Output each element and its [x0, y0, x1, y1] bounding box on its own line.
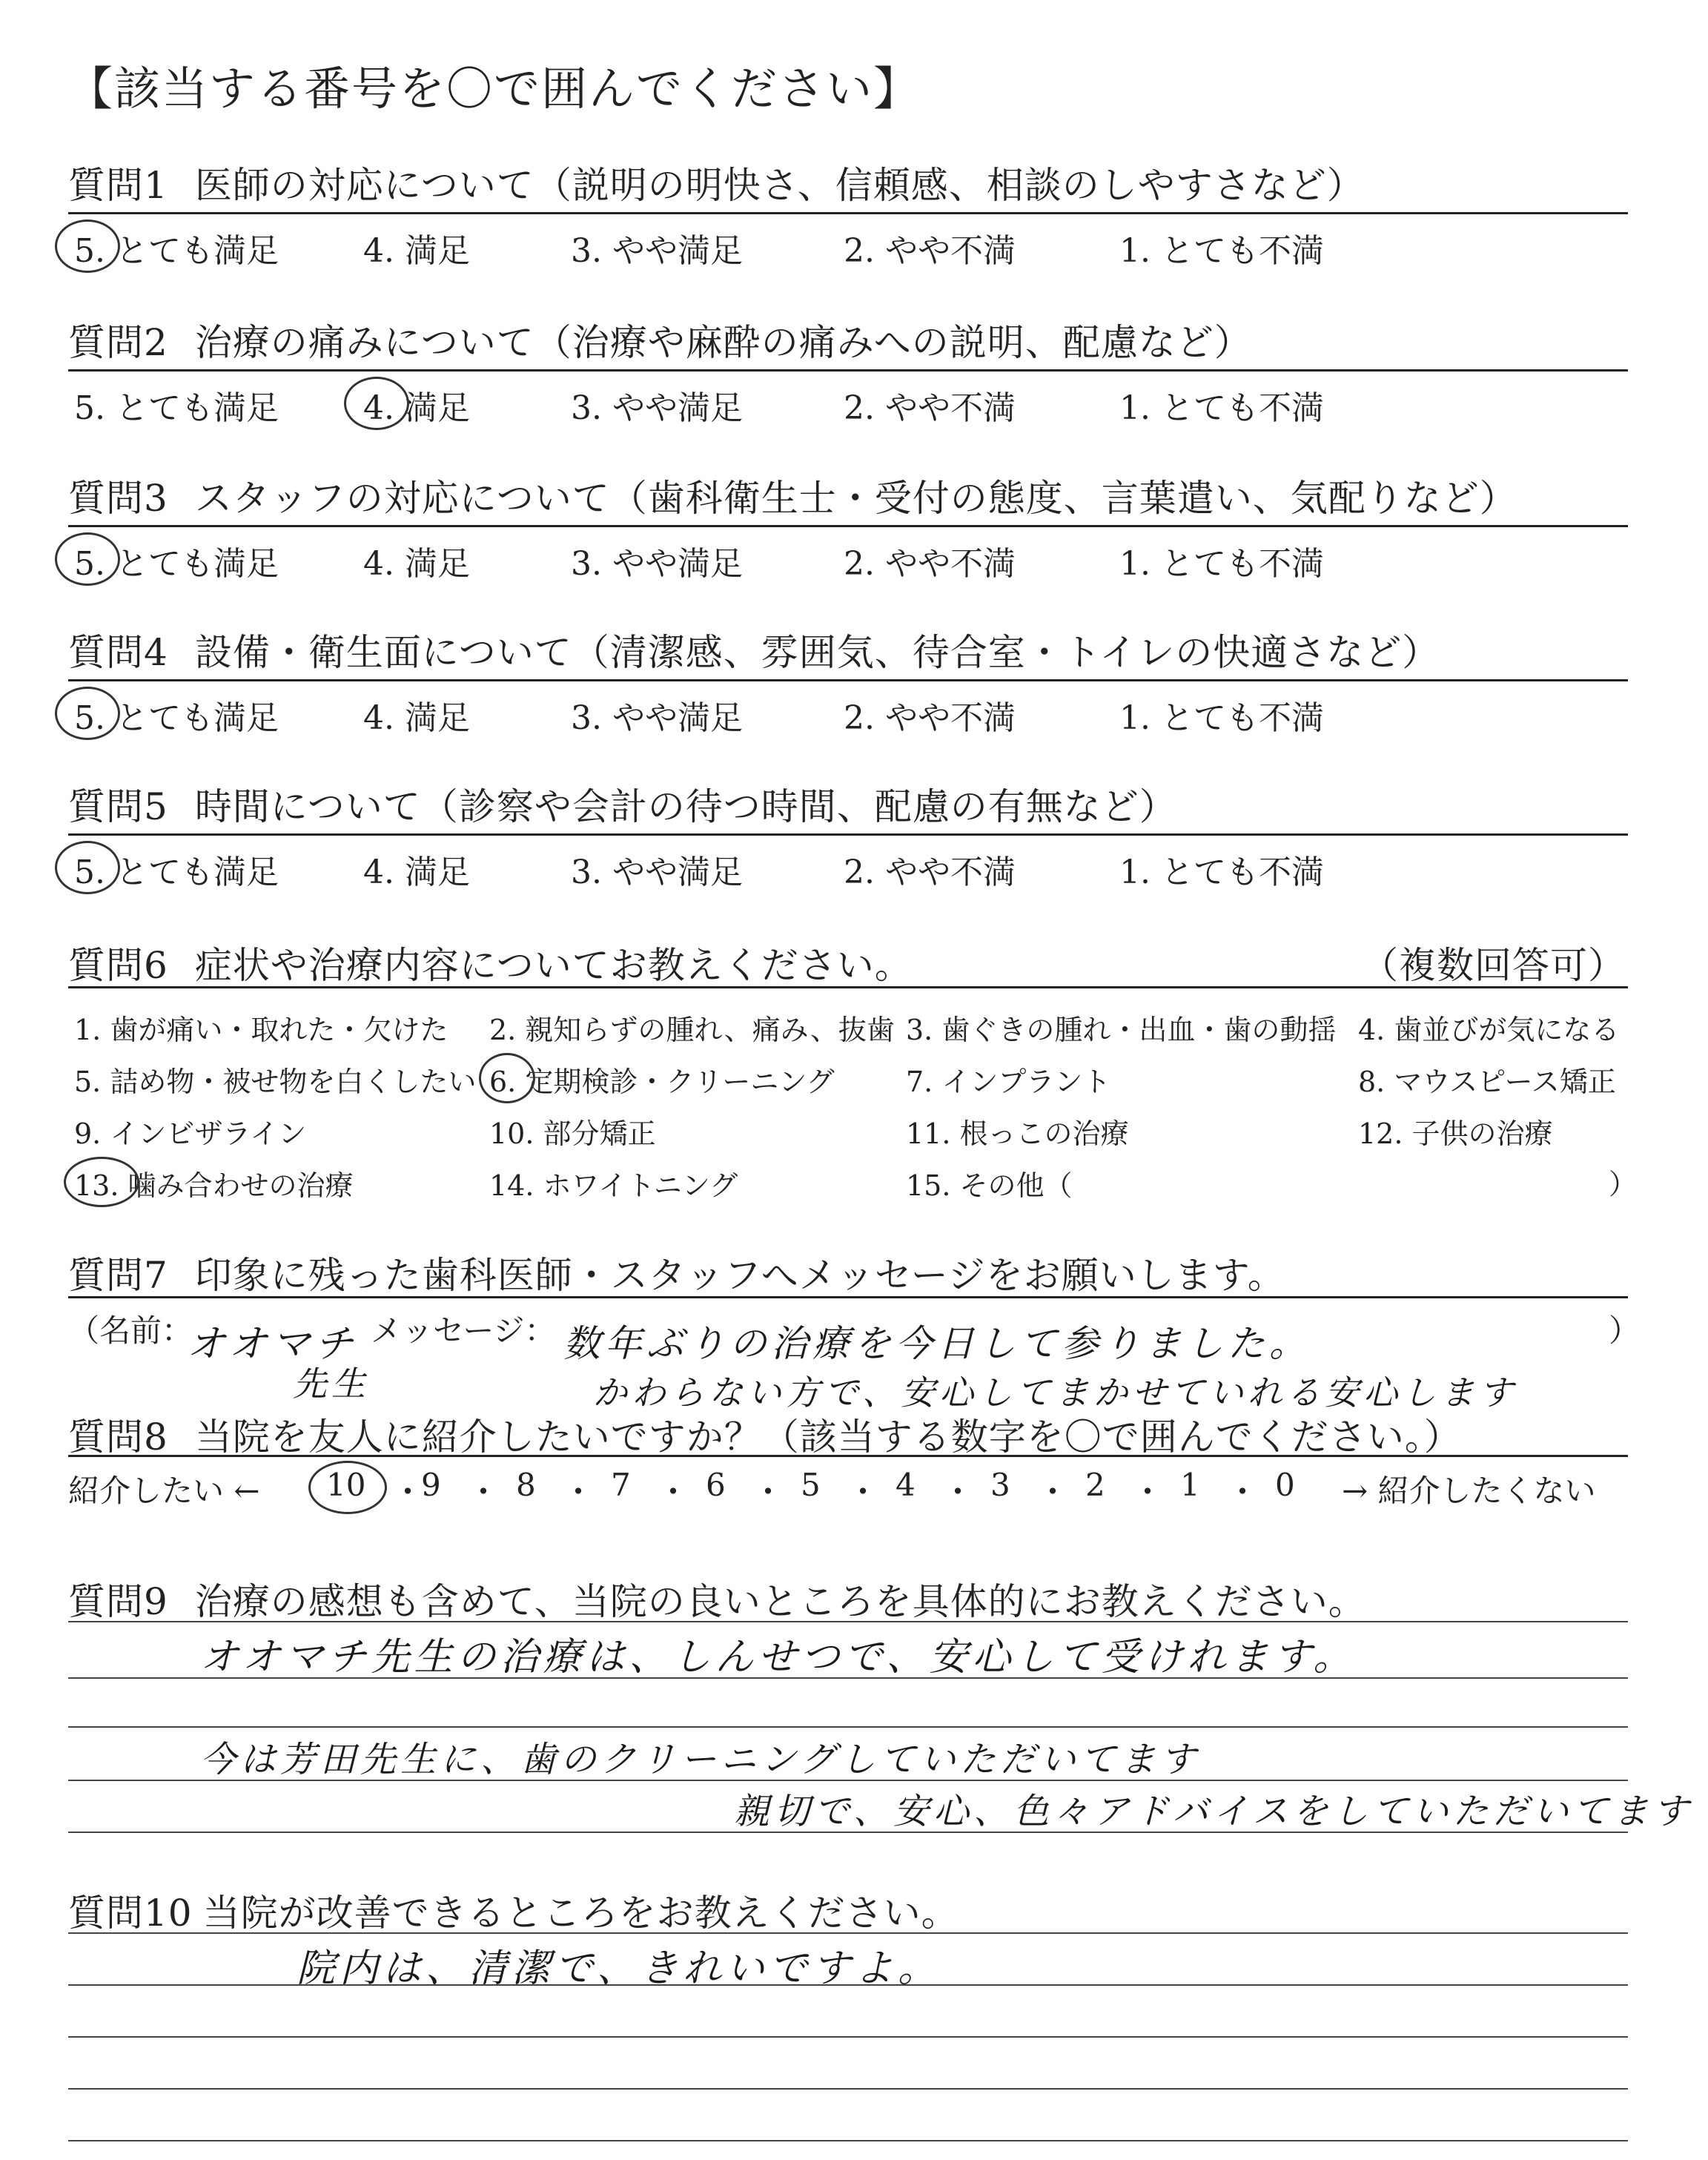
q8-right-label: → 紹介したくない	[1342, 1473, 1596, 1509]
q6-item-8[interactable]: 8. マウスピース矯正	[1358, 1066, 1616, 1098]
q8-scale-separator: ・	[1036, 1473, 1069, 1511]
q5-text: 時間について（診察や会計の待つ時間、配慮の有無など）	[194, 785, 1177, 828]
q2-option-2[interactable]: 2. やや不満	[844, 389, 1016, 427]
q8-rule	[68, 1455, 1628, 1457]
q4-heading	[68, 623, 1440, 676]
q6-note: （複数回答可）	[1361, 944, 1626, 987]
q6-item-15[interactable]: 15. その他（	[906, 1169, 1073, 1202]
q1-option-1[interactable]: 1. とても不満	[1119, 232, 1324, 270]
q8-scale-2[interactable]: 2	[1085, 1467, 1105, 1503]
q3-option-5[interactable]: 5. とても満足	[74, 545, 279, 583]
q1-selection-circle	[55, 219, 120, 273]
q8-scale-separator: ・	[467, 1473, 500, 1511]
page-title: 【該当する番号を〇で囲んでください】	[67, 62, 921, 116]
q6-item-12[interactable]: 12. 子供の治療	[1358, 1117, 1553, 1150]
q6-text: 症状や治療内容についてお教えください。	[194, 944, 913, 987]
q8-left-label: 紹介したい ←	[68, 1473, 260, 1509]
q8-scale-4[interactable]: 4	[896, 1467, 916, 1503]
q10-rule-1	[68, 1932, 1628, 1934]
q8-scale-separator: ・	[657, 1473, 689, 1511]
q10-text: 当院が改善できるところをお教えください。	[202, 1892, 959, 1935]
q4-option-5[interactable]: 5. とても満足	[74, 699, 279, 737]
q1-text: 医師の対応について（説明の明快さ、信頼感、相談のしやすさなど）	[194, 164, 1365, 207]
q9-rule-1	[68, 1621, 1628, 1622]
q10-answer-line-1: 院内は、清潔で、きれいですよ。	[297, 1946, 941, 1991]
q1-number: 質問1	[68, 164, 168, 207]
q6-number: 質問6	[68, 944, 168, 987]
q2-selection-circle	[344, 377, 409, 430]
q3-option-3[interactable]: 3. やや満足	[571, 545, 743, 583]
q1-option-5[interactable]: 5. とても満足	[74, 232, 279, 270]
q8-scale-separator: ・	[1226, 1473, 1259, 1511]
q8-scale-5[interactable]: 5	[801, 1467, 821, 1503]
q8-scale-separator: ・	[562, 1473, 595, 1511]
q5-option-3[interactable]: 3. やや満足	[571, 853, 743, 891]
q3-text: スタッフの対応について（歯科衛生士・受付の態度、言葉遣い、気配りなど）	[194, 477, 1517, 520]
q8-scale-separator: ・	[752, 1473, 784, 1511]
q2-option-4[interactable]: 4. 満足	[363, 389, 470, 427]
q7-text: 印象に残った歯科医師・スタッフへメッセージをお願いします。	[194, 1254, 1285, 1297]
q6-item-2[interactable]: 2. 親知らずの腫れ、痛み、抜歯	[489, 1014, 895, 1046]
q1-rule	[68, 212, 1628, 214]
q1-heading	[68, 156, 1365, 209]
q6-item-5[interactable]: 5. 詰め物・被せ物を白くしたい	[74, 1066, 477, 1098]
q4-option-3[interactable]: 3. やや満足	[571, 699, 743, 737]
q1-option-2[interactable]: 2. やや不満	[844, 232, 1016, 270]
q7-name-label: （名前：	[68, 1312, 193, 1349]
q5-heading	[68, 777, 1177, 830]
q9-number: 質問9	[68, 1580, 168, 1623]
q8-scale-1[interactable]: 1	[1180, 1467, 1200, 1503]
q4-option-4[interactable]: 4. 満足	[363, 699, 470, 737]
q6-item-11[interactable]: 11. 根っこの治療	[906, 1117, 1129, 1150]
q7-rule	[68, 1296, 1628, 1298]
q10-heading	[68, 1883, 959, 1937]
q8-scale-7[interactable]: 7	[611, 1467, 631, 1503]
q5-rule	[68, 833, 1628, 836]
q5-option-1[interactable]: 1. とても不満	[1119, 853, 1324, 891]
q2-rule	[68, 369, 1628, 371]
q7-heading	[68, 1246, 1285, 1299]
q3-heading	[68, 469, 1517, 522]
q5-option-2[interactable]: 2. やや不満	[844, 853, 1016, 891]
q4-option-1[interactable]: 1. とても不満	[1119, 699, 1324, 737]
q4-selection-circle	[55, 687, 120, 740]
q2-option-3[interactable]: 3. やや満足	[571, 389, 743, 427]
q8-scale-6[interactable]: 6	[706, 1467, 726, 1503]
q8-number: 質問8	[68, 1416, 168, 1459]
q8-scale-10[interactable]: 10	[326, 1467, 366, 1503]
q8-heading	[68, 1407, 1462, 1461]
q8-scale-separator: ・	[941, 1473, 974, 1511]
q2-option-5[interactable]: 5. とても満足	[74, 389, 279, 427]
q8-text: 当院を友人に紹介したいですか？（該当する数字を〇で囲んでください。）	[194, 1416, 1462, 1459]
q5-number: 質問5	[68, 785, 168, 828]
q3-option-2[interactable]: 2. やや不満	[844, 545, 1016, 583]
q10-rule-5	[68, 2140, 1628, 2141]
q8-scale-separator: ・	[1131, 1473, 1164, 1511]
q9-text: 治療の感想も含めて、当院の良いところを具体的にお教えください。	[194, 1580, 1366, 1623]
q6-item-4[interactable]: 4. 歯並びが気になる	[1358, 1014, 1620, 1046]
q2-heading	[68, 313, 1252, 366]
q7-name-value-2: 先生	[293, 1364, 370, 1404]
q9-answer-line-3: 親切で、安心、色々アドバイスをしていただいてます	[734, 1791, 1693, 1832]
q6-item-3[interactable]: 3. 歯ぐきの腫れ・出血・歯の動揺	[906, 1014, 1337, 1046]
q8-scale-separator: ・	[847, 1473, 879, 1511]
q7-message-label: メッセージ：	[371, 1312, 556, 1349]
q6-other-close: ）	[1609, 1168, 1638, 1200]
q6-item-1[interactable]: 1. 歯が痛い・取れた・欠けた	[74, 1014, 448, 1046]
q4-text: 設備・衛生面について（清潔感、雰囲気、待合室・トイレの快適さなど）	[194, 631, 1440, 674]
q9-answer-line-2: 今は芳田先生に、歯のクリーニングしていただいてます	[200, 1739, 1201, 1780]
q10-number: 質問10	[68, 1892, 193, 1935]
q1-option-4[interactable]: 4. 満足	[363, 232, 470, 270]
q6-item-6[interactable]: 6. 定期検診・クリーニング	[489, 1066, 835, 1098]
q2-text: 治療の痛みについて（治療や麻酔の痛みへの説明、配慮など）	[194, 321, 1252, 364]
q5-selection-circle	[55, 841, 120, 894]
q6-item-13[interactable]: 13. 噛み合わせの治療	[74, 1169, 354, 1202]
q2-option-1[interactable]: 1. とても不満	[1119, 389, 1324, 427]
q4-number: 質問4	[68, 631, 168, 674]
q6-selection-circle-6	[479, 1053, 535, 1103]
q3-option-4[interactable]: 4. 満足	[363, 545, 470, 583]
q8-selection-circle	[308, 1461, 387, 1514]
q4-option-2[interactable]: 2. やや不満	[844, 699, 1016, 737]
q8-scale-3[interactable]: 3	[990, 1467, 1010, 1503]
q6-selection-circle-13	[64, 1157, 139, 1207]
q4-rule	[68, 679, 1628, 681]
q6-item-10[interactable]: 10. 部分矯正	[489, 1117, 656, 1150]
q6-item-7[interactable]: 7. インプラント	[906, 1066, 1111, 1098]
q8-scale-9[interactable]: 9	[421, 1467, 441, 1503]
q7-message-line-2: かわらない方で、安心してまかせていれる安心します	[593, 1373, 1518, 1413]
q5-option-5[interactable]: 5. とても満足	[74, 853, 279, 891]
q7-name-value: オオマチ	[187, 1322, 358, 1367]
q8-scale-separator: ・	[391, 1473, 424, 1511]
q6-heading	[68, 936, 913, 989]
q8-scale-0[interactable]: 0	[1275, 1467, 1295, 1503]
q9-heading	[68, 1572, 1366, 1625]
q7-message-line-1: 数年ぶりの治療を今日して参りました。	[563, 1322, 1311, 1365]
q10-rule-3	[68, 2036, 1628, 2038]
q9-answer-line-1: オオマチ先生の治療は、しんせつで、安心して受けれます。	[200, 1635, 1357, 1680]
q6-item-14[interactable]: 14. ホワイトニング	[489, 1169, 738, 1202]
q9-rule-3	[68, 1726, 1628, 1728]
q3-selection-circle	[55, 532, 120, 586]
q8-scale-8[interactable]: 8	[516, 1467, 536, 1503]
q2-number: 質問2	[68, 321, 168, 364]
q7-number: 質問7	[68, 1254, 168, 1297]
q7-close-paren: ）	[1609, 1312, 1641, 1349]
q6-rule	[68, 986, 1628, 988]
q6-item-9[interactable]: 9. インビザライン	[74, 1117, 307, 1150]
q3-option-1[interactable]: 1. とても不満	[1119, 545, 1324, 583]
q1-option-3[interactable]: 3. やや満足	[571, 232, 743, 270]
q5-option-4[interactable]: 4. 満足	[363, 853, 470, 891]
q3-number: 質問3	[68, 477, 168, 520]
q10-rule-4	[68, 2088, 1628, 2090]
q3-rule	[68, 525, 1628, 527]
